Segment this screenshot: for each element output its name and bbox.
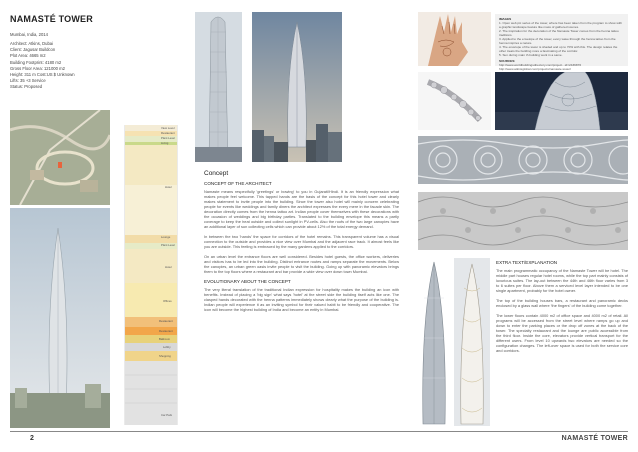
section-label: Hotel bbox=[165, 265, 172, 269]
footer-divider bbox=[10, 431, 628, 432]
evolution-subheading: EVOLUTIONARY ABOUT THE CONCEPT bbox=[204, 279, 291, 284]
section-label: Lobby bbox=[163, 345, 171, 349]
concept-paragraph: In between the two 'hands' the space for corridors of the hotel remains. This transparent volume has a visual connection to the outside and provides a nice view over Mumbai and the adjacent race track. It almost feels like you are outside. This feeling is embraced by the many gardens applied to the corridors. bbox=[204, 234, 399, 249]
ornament-image bbox=[418, 72, 491, 130]
extra-heading: EXTRA TEXT/EXPLANATION bbox=[496, 260, 558, 265]
notes-item: 3. Applied to the envelope of the tower, every wave through the henna tattoo from the henna inspires a nature. bbox=[499, 37, 616, 45]
info-line: Status: Proposed bbox=[10, 84, 43, 90]
page-title: NAMASTÉ TOWER bbox=[10, 14, 93, 24]
extra-explanation-section bbox=[496, 258, 628, 358]
info-line: Architect: Atkins, Dubai bbox=[10, 41, 54, 46]
building-section-diagram bbox=[115, 125, 187, 425]
extra-paragraph: The lower floors contain 4000 m2 of office space and 4000 m2 of retail. All programs will be accessed from the street level where ramps go up and down to enter the parking places or the drop off zones at the back of the tower. The specialty restaurant and the lounge are public accessible from the third floor. Inside the core, elevators provide vertical transport for the different users. From level 10 upwards two elevators are needed so the configuration changes. The left-over space is used for both the service core and corridors. bbox=[496, 313, 628, 353]
section-label: Restaurant bbox=[159, 329, 173, 333]
info-line: Height: 311 m Cost:US $ Unknown bbox=[10, 72, 75, 78]
sources-heading: SOURCES: bbox=[499, 59, 516, 63]
extra-paragraph: The main programmatic occupancy of the Namaste Tower will be hotel. The middle part houses regular hotel rooms, while the top part mainly consists of luxurious suites. The lay-out between the 44th and 46th floor varies from 3 to 6 suites per floor. Above them a serviced level layer intended to be one single apartment, probably for the hotel owner. bbox=[496, 268, 628, 293]
concept-heading: Concept bbox=[204, 170, 229, 177]
city-render-image bbox=[252, 12, 342, 162]
concept-section bbox=[204, 170, 399, 317]
source-link[interactable]: http://www.atkinsglobal.com/projects/namaste-tower/ bbox=[499, 67, 572, 71]
section-label: Restaurant bbox=[159, 319, 173, 323]
tower-profile-render bbox=[418, 258, 450, 426]
section-label: Lounge bbox=[161, 235, 171, 239]
aerial-map-image bbox=[10, 110, 110, 205]
section-label: Plant Level bbox=[161, 243, 175, 247]
info-line: Building Footprint: 4180 m2 bbox=[10, 59, 62, 65]
info-line: Gross Floor Area: 121000 m2 bbox=[10, 65, 65, 71]
project-location: Mumbai, India, 2014 bbox=[10, 32, 48, 37]
concept-paragraph: On an urban level the entrance floors are well considered. Besides hotel guests, the office workers, deliveries and visitors has to be led into the building. Distinct entrance routes and ramps separate the movements. Below the canopies, an urban green oasis invite people to visit the building. Going up with panoramic elevators brings them to the top floors where a restaurant and bar provide a wide view over down town Mumbai. bbox=[204, 254, 399, 274]
section-label: Offices bbox=[163, 299, 172, 303]
info-line: Client: Jagusar Buildcon bbox=[10, 47, 56, 53]
section-label: Restaurant bbox=[161, 131, 175, 135]
facade-lattice-image bbox=[418, 192, 628, 250]
concept-paragraph: Namaste means respectfully 'greetings' or bowing' to you in Gujarati/Hindi. It is an friendly expression what makes people feel welcome. This tapped hands are the basis of the concept for this hotel tower and clearly makes statement to invite people into the building. Since the tower also hotel will mainly concern celebrating people for events like weddings and family diners the architect expresses the every mere in the facade skin. The decoration directly comes from the henna tattoo art. Indian people cover themselves with these decorations with the occasion of weddings and big birthday parties. Translated to the building envelope this means a partly coverage to keep the heat outside and collect sunlight in PV-cells. Also the roofs of the two large canopies have an additional layer of sun collecting cells which can provide about 12% of the total energy demand. bbox=[204, 189, 399, 229]
concept-paragraph: The very literal translation of the traditional Indian expression for hospitality makes the building an icon with benefits. Instead of placing a 'big sign' what says 'hotel' at the street side the building itself acts like one. The clasped hands decorated with the henna patterns immediately shows clearly what the purpose of the building is. Indian people will experience it as an inviting symbol for their valued habit to be friendly and cooperative. The icon will become the highest building of India and become an entity in Mumbai. bbox=[204, 287, 399, 312]
extra-paragraph: The top of the building houses bars, a restaurant and panoramic decks enclosed by a glass wall where 'the fingers' of the building come together. bbox=[496, 298, 628, 308]
tower-facade-render bbox=[195, 12, 242, 162]
concept-subheading: CONCEPT OF THE ARCHITECT bbox=[204, 181, 272, 186]
project-info bbox=[10, 41, 75, 91]
notes-item: 2. The inspiration for the decoration of the Namaste Tower comes from the henna tattoo traditions. bbox=[499, 29, 619, 37]
henna-pattern-image bbox=[418, 136, 628, 184]
section-label: Ballroom bbox=[159, 337, 171, 341]
image-notes-box bbox=[495, 14, 628, 71]
section-label: View Level bbox=[161, 126, 175, 130]
tower-night-render bbox=[454, 258, 490, 426]
section-label: Hotel bbox=[165, 185, 172, 189]
notes-item: 4. The envelope of the tower is shaded and up to 70% with this. The design relates the other treats the building more a fascinating of the corridor. bbox=[499, 45, 618, 53]
notes-item: 5. Sun during main th building work in a same. bbox=[499, 53, 563, 57]
notes-item: 1. Open web pic series of the tower, where has been taken from the program to show with a graphic landscape feature like mass of gathered scenes. bbox=[499, 21, 622, 29]
tower-render-image bbox=[10, 208, 110, 428]
section-label: Living bbox=[161, 141, 169, 145]
section-label: Car Park bbox=[161, 413, 173, 417]
section-label: Plant Level bbox=[161, 136, 175, 140]
facade-detail-image bbox=[495, 72, 628, 130]
footer-title: NAMASTÉ TOWER bbox=[561, 435, 628, 442]
source-link[interactable]: http://www.worldbuildingsdirectory.com/project...id=2436876 bbox=[499, 63, 582, 67]
info-line: Lifts: 35 +3 Service bbox=[10, 78, 46, 84]
page-number: 2 bbox=[30, 435, 34, 442]
notes-heading: IMAGES bbox=[499, 17, 512, 21]
henna-hand-image bbox=[418, 12, 491, 66]
section-label: Shopping bbox=[159, 354, 171, 358]
info-line: Plot Area: 4665 m2 bbox=[10, 53, 46, 59]
